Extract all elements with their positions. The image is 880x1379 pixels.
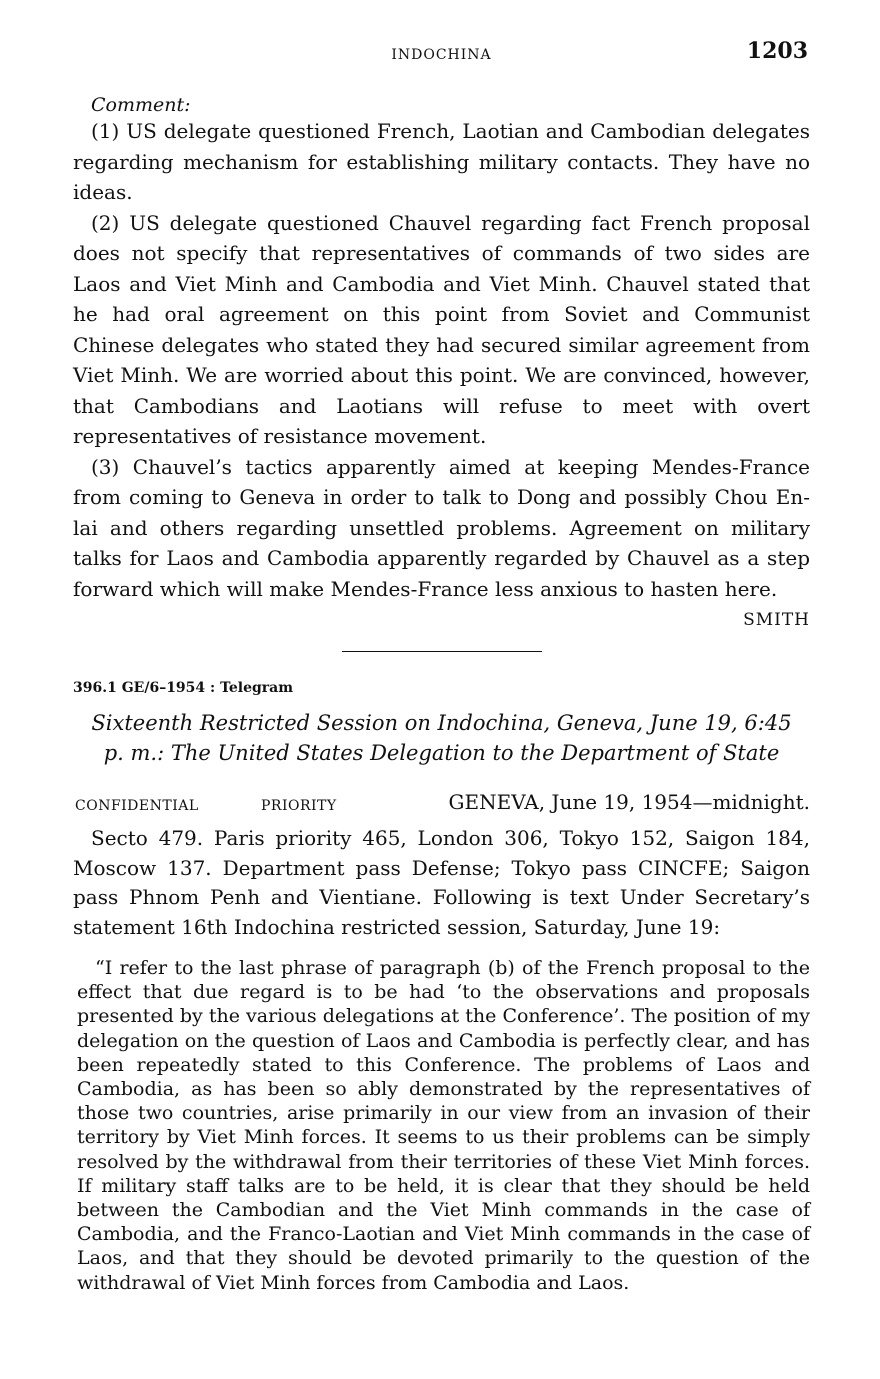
document-title-line-1: Sixteenth Restricted Session on Indochina, Geneva, June 19, 6:45: [91, 711, 792, 735]
telegram-intro: [73, 824, 810, 942]
classification-line: [73, 790, 810, 820]
comment-body: [73, 116, 810, 604]
document-page: [73, 32, 810, 1295]
statement-quote-paragraph: “I refer to the last phrase of paragraph (b) of the French proposal to the effect that due regard is to be had ‘to the observations and proposals presented by the various delegations at the Conference’. The position of my delegation on the question of Laos and Cambodia is perfectly clear, and has been repeatedly stated to this Conference. The problems of Laos and Cambodia, as has been so ably demonstrated by the representatives of those two countries, arise primarily in our view from an invasion of their territory by Viet Minh forces. It seems to us their problems can be simply resolved by the withdrawal from their territories of these Viet Minh forces. If military staff talks are to be held, it is clear that they should be held between the Cambodian and the Viet Minh commands in the case of Cambodia, and the Franco-Laotian and Viet Minh commands in the case of Laos, and that they should be devoted primarily to the question of the withdrawal of Viet Minh forces from Cambodia and Laos.: [77, 957, 810, 1294]
priority-label: PRIORITY: [261, 798, 337, 814]
comment-paragraph-3: (3) Chauvel’s tactics apparently aimed at keeping Mendes-France from coming to Geneva in order to talk to Dong and possibly Chou En-lai and others regarding unsettled problems. Agreement on military talks for Laos and Cambodia apparently regarded by Chauvel as a step forward which will make Mendes-France less anxious to hasten here.: [73, 454, 810, 601]
page-number: 1203: [746, 38, 808, 64]
comment-heading: Comment:: [91, 94, 191, 116]
comment-paragraph-1: (1) US delegate questioned French, Laotian and Cambodian delegates regarding mechanism for establishing military contacts. They have no ideas.: [73, 119, 810, 204]
document-title-line-2: p. m.: The United States Delegation to the Department of State: [103, 741, 780, 765]
telegram-intro-paragraph: Secto 479. Paris priority 465, London 306, Tokyo 152, Saigon 184, Moscow 137. Department pass Defense; Tokyo pass CINCFE; Saigon pass Phnom Penh and Vientiane. Following is text Under Secretary’s statement 16th Indochina restricted session, Saturday, June 19:: [73, 826, 810, 939]
section-divider: [342, 651, 542, 652]
classification-label: CONFIDENTIAL: [75, 798, 199, 814]
comment-paragraph-2: (2) US delegate questioned Chauvel regarding fact French proposal does not specify that representatives of commands of two sides are Laos and Viet Minh and Cambodia and Viet Minh. Chauvel stated that he had oral agreement on this point from Soviet and Communist Chinese delegates who stated they had secured similar agreement from Viet Minh. We are worried about this point. We are convinced, however, that Cambodians and Laotians will refuse to meet with overt representatives of resistance movement.: [73, 210, 810, 448]
document-title: [73, 708, 810, 768]
signature: SMITH: [743, 610, 810, 630]
statement-quote: [73, 956, 810, 1295]
file-reference: 396.1 GE/6–1954 : Telegram: [73, 680, 294, 696]
running-title: INDOCHINA: [391, 47, 492, 63]
dateline: GENEVA, June 19, 1954—midnight.: [448, 790, 810, 814]
page-header: [73, 32, 810, 72]
